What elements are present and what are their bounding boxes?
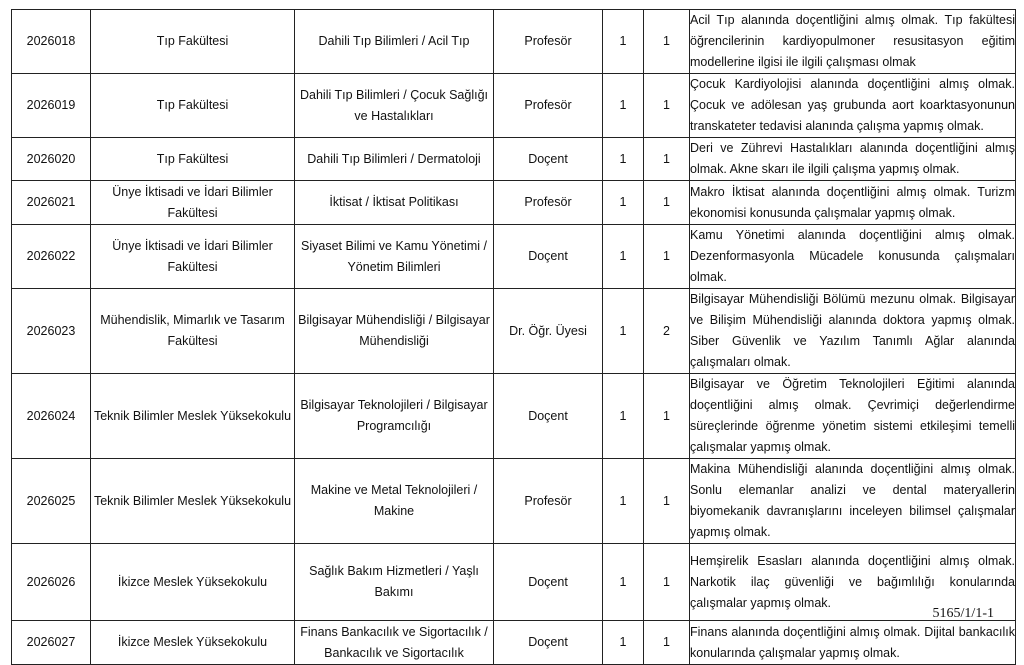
code-cell: 2026019 xyxy=(12,74,91,138)
unit-cell: Ünye İktisadi ve İdari Bilimler Fakültesi xyxy=(91,225,295,289)
table-row xyxy=(12,459,1016,544)
degree-cell: 1 xyxy=(603,621,644,665)
code-cell: 2026022 xyxy=(12,225,91,289)
code-cell: 2026027 xyxy=(12,621,91,665)
code-cell: 2026020 xyxy=(12,138,91,181)
title-cell: Profesör xyxy=(494,74,603,138)
requirement-cell: Deri ve Zührevi Hastalıkları alanında doçentliğini almış olmak. Akne skarı ile ilgili çalışma yapmış olmak. xyxy=(690,138,1016,181)
degree-cell: 1 xyxy=(603,374,644,459)
unit-cell: İkizce Meslek Yüksekokulu xyxy=(91,621,295,665)
requirement-cell: Bilgisayar Mühendisliği Bölümü mezunu olmak. Bilgisayar ve Bilişim Mühendisliği alanında doktora yapmış olmak. Siber Güvenlik ve Yazılım Tanımlı Ağlar alanında çalışmaları olmak. xyxy=(690,289,1016,374)
code-cell: 2026025 xyxy=(12,459,91,544)
requirement-cell: Çocuk Kardiyolojisi alanında doçentliğini almış olmak. Çocuk ve adölesan yaş grubunda aort koarktasyonunun transkateter tedavisi alanında çalışma yapmış olmak. xyxy=(690,74,1016,138)
requirement-cell: Finans alanında doçentliğini almış olmak. Dijital bankacılık konularında çalışmalar yapmış olmak. xyxy=(690,621,1016,665)
department-cell: Siyaset Bilimi ve Kamu Yönetimi / Yönetim Bilimleri xyxy=(295,225,494,289)
unit-cell: Teknik Bilimler Meslek Yüksekokulu xyxy=(91,374,295,459)
title-cell: Doçent xyxy=(494,621,603,665)
positions-table xyxy=(11,9,1016,665)
title-cell: Doçent xyxy=(494,138,603,181)
degree-cell: 1 xyxy=(603,181,644,225)
count-cell: 1 xyxy=(644,181,690,225)
code-cell: 2026026 xyxy=(12,544,91,621)
code-cell: 2026024 xyxy=(12,374,91,459)
table-row xyxy=(12,181,1016,225)
page-reference: 5165/1/1-1 xyxy=(932,606,994,621)
unit-cell: Ünye İktisadi ve İdari Bilimler Fakültesi xyxy=(91,181,295,225)
department-cell: Sağlık Bakım Hizmetleri / Yaşlı Bakımı xyxy=(295,544,494,621)
title-cell: Doçent xyxy=(494,374,603,459)
title-cell: Doçent xyxy=(494,544,603,621)
count-cell: 1 xyxy=(644,138,690,181)
title-cell: Doçent xyxy=(494,225,603,289)
title-cell: Dr. Öğr. Üyesi xyxy=(494,289,603,374)
count-cell: 1 xyxy=(644,459,690,544)
degree-cell: 1 xyxy=(603,289,644,374)
count-cell: 1 xyxy=(644,374,690,459)
table-row xyxy=(12,138,1016,181)
requirement-cell: Bilgisayar ve Öğretim Teknolojileri Eğitimi alanında doçentliğini almış olmak. Çevrimiçi değerlendirme süreçlerinde öğrenme yönetim sistemi etkileşimi temelli çalışmalar yapmış olmak. xyxy=(690,374,1016,459)
count-cell: 1 xyxy=(644,74,690,138)
table-row xyxy=(12,374,1016,459)
title-cell: Profesör xyxy=(494,181,603,225)
table-row xyxy=(12,10,1016,74)
count-cell: 2 xyxy=(644,289,690,374)
count-cell: 1 xyxy=(644,225,690,289)
degree-cell: 1 xyxy=(603,225,644,289)
code-cell: 2026018 xyxy=(12,10,91,74)
unit-cell: Tıp Fakültesi xyxy=(91,138,295,181)
title-cell: Profesör xyxy=(494,459,603,544)
requirement-cell: Makina Mühendisliği alanında doçentliğini almış olmak. Sonlu elemanlar analizi ve dental materyallerin biyomekanik davranışlarını inceleyen bilimsel çalışmalar yapmış olmak. xyxy=(690,459,1016,544)
degree-cell: 1 xyxy=(603,138,644,181)
requirement-cell: Makro İktisat alanında doçentliğini almış olmak. Turizm ekonomisi konusunda çalışmalar yapmış olmak. xyxy=(690,181,1016,225)
title-cell: Profesör xyxy=(494,10,603,74)
requirement-cell: Acil Tıp alanında doçentliğini almış olmak. Tıp fakültesi öğrencilerinin kardiyopulmoner resusitasyon eğitim modellerine ilgisi ile ilgili çalışması olmak xyxy=(690,10,1016,74)
department-cell: Dahili Tıp Bilimleri / Dermatoloji xyxy=(295,138,494,181)
table-row xyxy=(12,74,1016,138)
unit-cell: Tıp Fakültesi xyxy=(91,74,295,138)
department-cell: Dahili Tıp Bilimleri / Acil Tıp xyxy=(295,10,494,74)
table-row xyxy=(12,544,1016,621)
department-cell: Bilgisayar Teknolojileri / Bilgisayar Programcılığı xyxy=(295,374,494,459)
degree-cell: 1 xyxy=(603,544,644,621)
count-cell: 1 xyxy=(644,621,690,665)
department-cell: Finans Bankacılık ve Sigortacılık / Bankacılık ve Sigortacılık xyxy=(295,621,494,665)
department-cell: İktisat / İktisat Politikası xyxy=(295,181,494,225)
degree-cell: 1 xyxy=(603,74,644,138)
department-cell: Makine ve Metal Teknolojileri / Makine xyxy=(295,459,494,544)
unit-cell: Mühendislik, Mimarlık ve Tasarım Fakültesi xyxy=(91,289,295,374)
department-cell: Dahili Tıp Bilimleri / Çocuk Sağlığı ve Hastalıkları xyxy=(295,74,494,138)
count-cell: 1 xyxy=(644,10,690,74)
unit-cell: Tıp Fakültesi xyxy=(91,10,295,74)
table-row xyxy=(12,621,1016,665)
unit-cell: İkizce Meslek Yüksekokulu xyxy=(91,544,295,621)
table-row xyxy=(12,289,1016,374)
requirement-cell: Kamu Yönetimi alanında doçentliğini almış olmak. Dezenformasyonla Mücadele konusunda çalışmaları olmak. xyxy=(690,225,1016,289)
unit-cell: Teknik Bilimler Meslek Yüksekokulu xyxy=(91,459,295,544)
degree-cell: 1 xyxy=(603,459,644,544)
code-cell: 2026021 xyxy=(12,181,91,225)
requirement-cell: Hemşirelik Esasları alanında doçentliğini almış olmak. Narkotik ilaç güvenliği ve bağımlılığı konularında çalışmalar yapmış olmak. xyxy=(690,544,1016,621)
degree-cell: 1 xyxy=(603,10,644,74)
table-row xyxy=(12,225,1016,289)
code-cell: 2026023 xyxy=(12,289,91,374)
count-cell: 1 xyxy=(644,544,690,621)
department-cell: Bilgisayar Mühendisliği / Bilgisayar Mühendisliği xyxy=(295,289,494,374)
